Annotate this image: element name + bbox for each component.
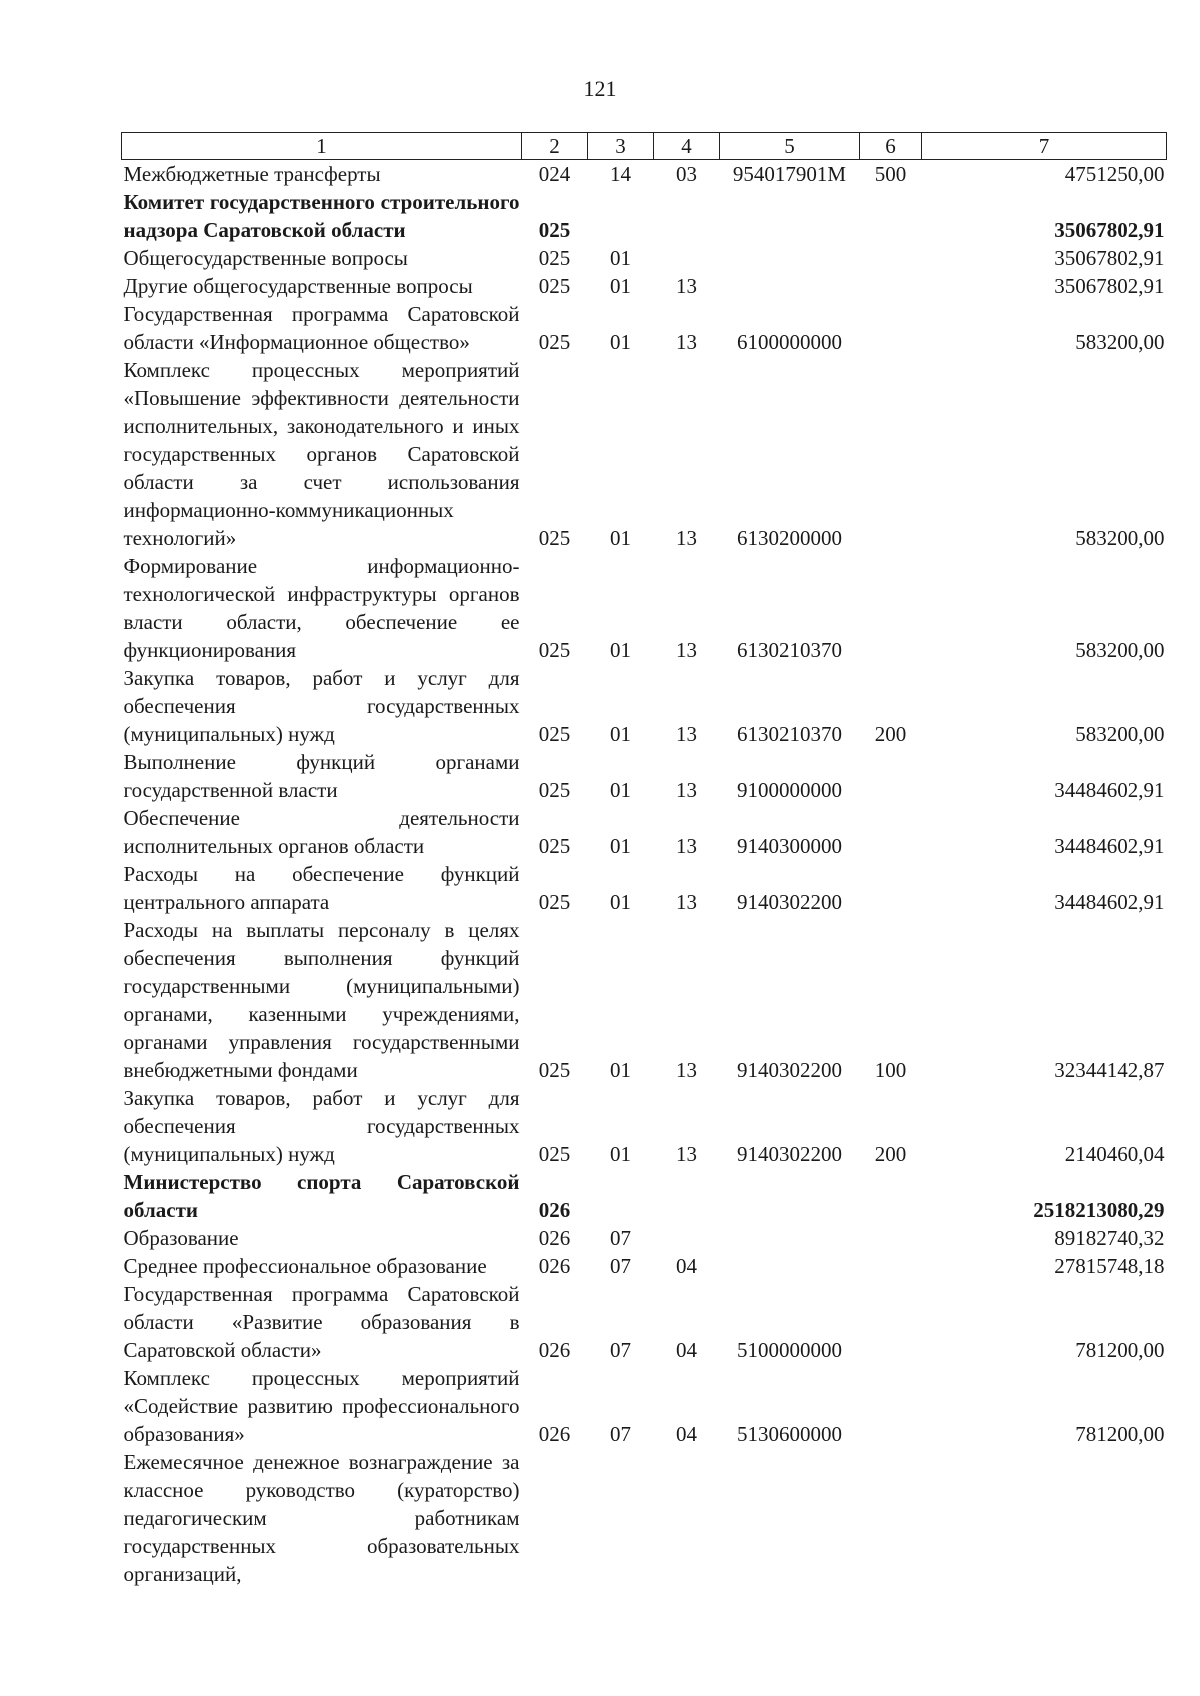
table-row [122,552,1167,664]
table-row [122,160,1167,189]
row-code-expense-type [860,1280,922,1364]
row-code-expense-type [860,244,922,272]
row-code-ministry: 025 [538,274,571,298]
row-code-subsection: 13 [676,274,697,298]
row-code-expense-type: 200 [874,722,907,746]
table-row [122,916,1167,1084]
row-amount: 32344142,87 [1054,1058,1165,1082]
header-row [122,133,1167,160]
row-code-section: 07 [610,1226,631,1250]
row-code-section [588,1448,654,1588]
row-amount: 89182740,32 [1054,1226,1165,1250]
row-code-target: 6130200000 [737,526,842,550]
row-code-section [588,1168,654,1224]
row-code-expense-type: 100 [874,1058,907,1082]
row-code-subsection: 03 [676,162,697,186]
table-row [122,244,1167,272]
row-amount: 35067802,91 [1054,274,1165,298]
row-code-ministry: 025 [538,778,571,802]
row-code-ministry: 025 [538,526,571,550]
row-code-expense-type [860,860,922,916]
row-description: Расходы на выплаты персоналу в целях обеспечения выполнения функций государственными (муниципальными) органами, казенными учреждениями, органами управления государственными внебюджетными фондами [123,918,520,1082]
row-code-subsection: 13 [676,1142,697,1166]
row-code-expense-type [860,188,922,244]
row-amount: 583200,00 [1075,330,1165,354]
row-code-subsection: 13 [676,778,697,802]
row-code-subsection: 04 [676,1254,697,1278]
row-amount: 35067802,91 [1054,246,1165,270]
row-description: Обеспечение деятельности исполнительных органов области [123,806,520,858]
row-code-target: 9100000000 [737,778,842,802]
row-code-expense-type [860,356,922,552]
header-cell-5: 5 [720,133,860,160]
row-code-expense-type [860,804,922,860]
row-code-target [720,244,860,272]
row-description: Министерство спорта Саратовской области [123,1170,520,1222]
row-code-ministry: 025 [538,834,571,858]
row-code-section: 01 [610,834,631,858]
row-code-section: 01 [610,638,631,662]
row-code-section: 14 [610,162,631,186]
row-code-target [720,272,860,300]
row-description: Выполнение функций органами государственной власти [123,750,520,802]
row-description: Образование [123,1226,239,1250]
row-code-section: 01 [610,330,631,354]
row-description: Общегосударственные вопросы [123,246,408,270]
row-code-subsection [654,1168,720,1224]
table-row [122,860,1167,916]
header-cell-1: 1 [122,133,522,160]
row-code-subsection: 13 [676,638,697,662]
row-code-section: 01 [610,778,631,802]
row-code-expense-type [860,272,922,300]
row-code-section: 01 [610,1142,631,1166]
row-description: Государственная программа Саратовской области «Информационное общество» [123,302,520,354]
row-code-expense-type [860,300,922,356]
row-code-section: 07 [610,1338,631,1362]
row-code-target: 6130210370 [737,638,842,662]
row-amount: 2518213080,29 [1033,1198,1165,1222]
row-code-expense-type: 500 [874,162,907,186]
row-code-target: 9140302200 [737,890,842,914]
row-description: Ежемесячное денежное вознаграждение за классное руководство (кураторство) педагогическим работникам государственных образовательных организаций, [123,1450,520,1586]
table-row [122,188,1167,244]
table-body [122,160,1167,1589]
row-code-target [720,1168,860,1224]
row-code-ministry: 024 [538,162,571,186]
row-amount: 781200,00 [1075,1422,1165,1446]
table-row [122,804,1167,860]
row-description: Комитет государственного строительного надзора Саратовской области [123,190,520,242]
row-description: Межбюджетные трансферты [123,162,381,186]
row-code-section: 01 [610,526,631,550]
table-row [122,1364,1167,1448]
header-cell-3: 3 [588,133,654,160]
table-row [122,1168,1167,1224]
row-code-section: 07 [610,1254,631,1278]
row-code-subsection: 13 [676,890,697,914]
row-code-subsection: 04 [676,1338,697,1362]
row-code-target [720,188,860,244]
row-code-expense-type [860,1364,922,1448]
row-amount: 34484602,91 [1054,834,1165,858]
table-row [122,1252,1167,1280]
row-code-section: 01 [610,722,631,746]
table-row [122,664,1167,748]
row-code-ministry: 026 [538,1254,571,1278]
row-amount: 35067802,91 [1054,218,1165,242]
row-code-subsection [654,188,720,244]
row-code-subsection: 13 [676,1058,697,1082]
row-description: Другие общегосударственные вопросы [123,274,473,298]
row-amount: 34484602,91 [1054,890,1165,914]
row-code-subsection: 13 [676,722,697,746]
row-amount: 27815748,18 [1054,1254,1165,1278]
row-code-target: 5130600000 [737,1422,842,1446]
row-code-ministry: 025 [538,218,571,242]
row-code-target: 9140302200 [737,1058,842,1082]
row-code-subsection: 04 [676,1422,697,1446]
row-code-target: 5100000000 [737,1338,842,1362]
row-code-section: 07 [610,1422,631,1446]
row-code-section [588,188,654,244]
row-amount: 583200,00 [1075,526,1165,550]
row-description: Комплекс процессных мероприятий «Повышение эффективности деятельности исполнительных, законодательного и иных государственных органов Саратовской области за счет использования информационно-коммуникационных технологий» [123,358,520,550]
row-description: Закупка товаров, работ и услуг для обеспечения государственных (муниципальных) нужд [123,666,520,746]
row-code-expense-type [860,748,922,804]
row-code-section: 01 [610,1058,631,1082]
row-code-ministry: 026 [538,1422,571,1446]
row-amount: 34484602,91 [1054,778,1165,802]
row-code-subsection [654,1224,720,1252]
row-description: Среднее профессиональное образование [123,1254,487,1278]
row-code-target: 9140302200 [737,1142,842,1166]
row-code-target: 954017901М [732,162,847,186]
table-row [122,1084,1167,1168]
row-code-ministry: 025 [538,722,571,746]
page-number: 121 [583,76,617,101]
row-code-target [720,1224,860,1252]
row-amount [922,1448,1167,1588]
row-code-subsection: 13 [676,526,697,550]
row-description: Расходы на обеспечение функций центрального аппарата [123,862,520,914]
row-code-ministry: 026 [538,1198,571,1222]
row-code-subsection [654,244,720,272]
row-description: Формирование информационно-технологической инфраструктуры органов власти области, обеспечение ее функционирования [123,554,520,662]
row-code-ministry: 026 [538,1226,571,1250]
row-code-target: 9140300000 [737,834,842,858]
row-code-expense-type [860,1252,922,1280]
table-row [122,272,1167,300]
table-row [122,1280,1167,1364]
row-code-subsection: 13 [676,330,697,354]
row-code-ministry: 026 [538,1338,571,1362]
row-code-section: 01 [610,890,631,914]
row-code-section: 01 [610,246,631,270]
row-code-expense-type: 200 [874,1142,907,1166]
row-amount: 781200,00 [1075,1338,1165,1362]
row-code-subsection: 13 [676,834,697,858]
row-amount: 583200,00 [1075,638,1165,662]
table-row [122,300,1167,356]
row-amount: 583200,00 [1075,722,1165,746]
table-row [122,748,1167,804]
row-amount: 4751250,00 [1064,162,1165,186]
row-code-ministry: 025 [538,330,571,354]
header-cell-4: 4 [654,133,720,160]
row-code-ministry: 025 [538,246,571,270]
row-code-expense-type [860,1448,922,1588]
row-code-ministry [522,1448,588,1588]
row-amount: 2140460,04 [1064,1142,1165,1166]
table-row [122,1224,1167,1252]
header-cell-6: 6 [860,133,922,160]
row-code-ministry: 025 [538,638,571,662]
table-row [122,356,1167,552]
row-description: Закупка товаров, работ и услуг для обеспечения государственных (муниципальных) нужд [123,1086,520,1166]
row-code-target: 6130210370 [737,722,842,746]
row-code-section: 01 [610,274,631,298]
row-code-expense-type [860,1224,922,1252]
budget-table [121,132,1167,1588]
row-code-ministry: 025 [538,890,571,914]
row-code-ministry: 025 [538,1142,571,1166]
row-code-expense-type [860,1168,922,1224]
row-code-target [720,1448,860,1588]
row-code-target [720,1252,860,1280]
header-cell-2: 2 [522,133,588,160]
table-header [122,133,1167,160]
header-cell-7: 7 [922,133,1167,160]
row-code-expense-type [860,552,922,664]
row-code-subsection [654,1448,720,1588]
row-description: Комплекс процессных мероприятий «Содействие развитию профессионального образования» [123,1366,520,1446]
table-row [122,1448,1167,1588]
row-code-target: 6100000000 [737,330,842,354]
row-description: Государственная программа Саратовской области «Развитие образования в Саратовской области» [123,1282,520,1362]
row-code-ministry: 025 [538,1058,571,1082]
